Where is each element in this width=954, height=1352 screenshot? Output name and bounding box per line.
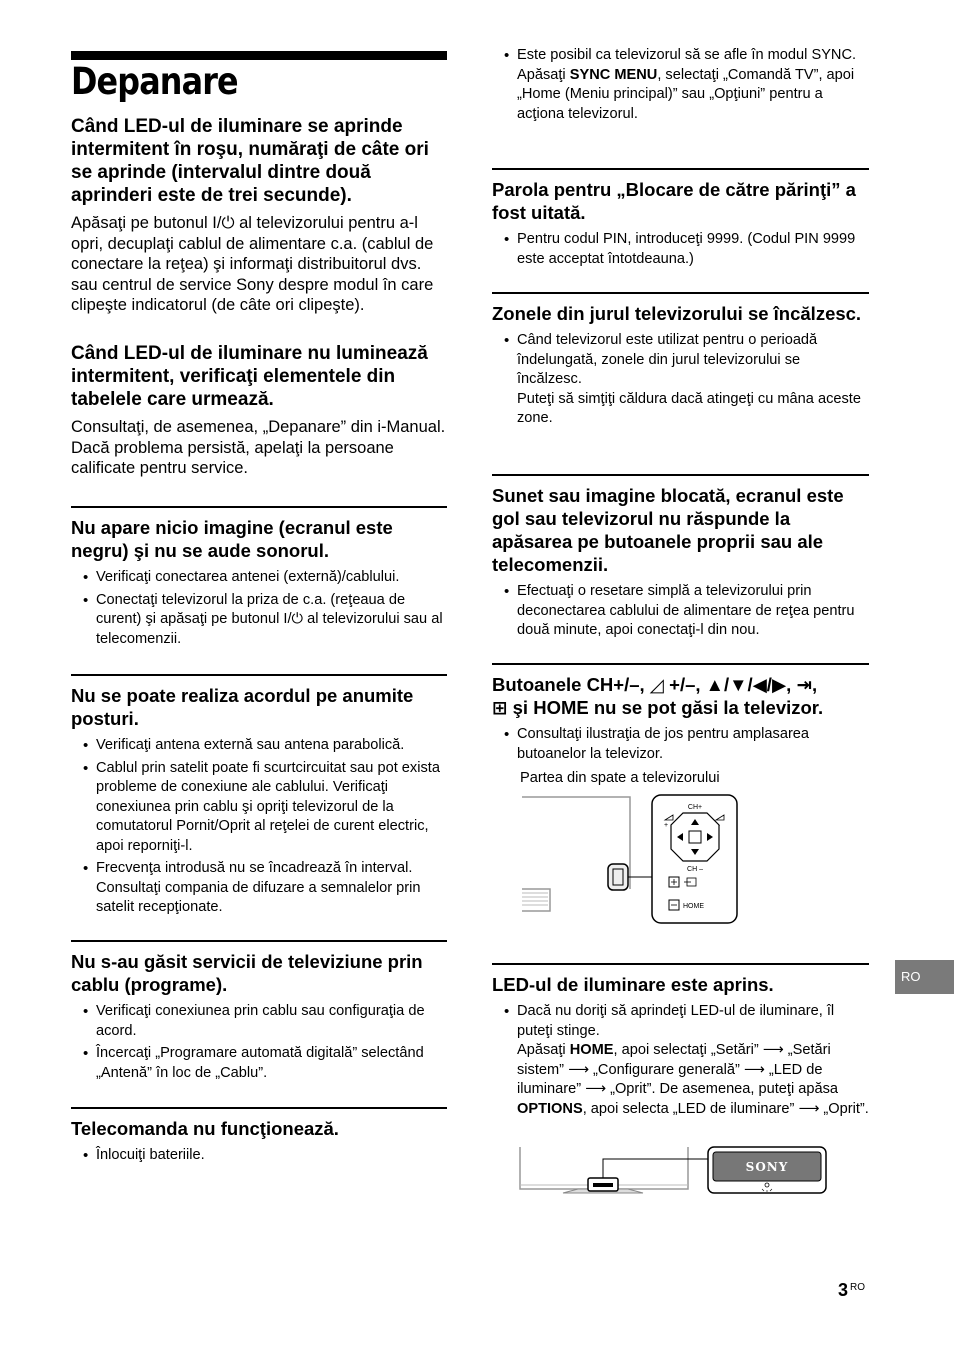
led-icon — [765, 1183, 769, 1187]
text: • Dacă nu doriţi să aprindeţi LED-ul de iluminare, îl puteţi stinge. — [517, 1003, 835, 1039]
text: ⊞ şi HOME nu se pot găsi la televizor. — [492, 697, 824, 718]
list-item: • Frecvenţa introdusă nu se încadrează în interval. Consultaţi compania de difuzare a semnalelor prin satelit recepţionate. — [71, 859, 447, 918]
list-item: • Verificaţi conexiunea prin cablu sau configuraţia de acord. — [71, 1002, 447, 1041]
list-item: • Efectuaţi o resetare simplă a televizorului prin deconectarea cablului de alimentare de reţea pentru două minute, apoi conectaţi-l din nou. — [492, 582, 869, 641]
options-key: OPTIONS — [517, 1100, 583, 1117]
list-item — [492, 1002, 869, 1119]
title-bar — [71, 51, 447, 60]
section-heading: Sunet sau imagine blocată, ecranul este gol sau televizorul nu răspunde la apăsarea pe butoanele proprii sau ale telecomenzii. — [492, 485, 844, 575]
bullet-list — [492, 1002, 869, 1119]
section-heading: Nu s-au găsit servicii de televiziune prin cablu (programe). — [71, 951, 423, 995]
list-item: • Verificaţi antena externă sau antena parabolică. — [71, 736, 447, 756]
section-remote — [71, 1107, 447, 1166]
section-frozen — [492, 474, 869, 641]
ch-plus-label: CH+ — [687, 804, 703, 811]
section-heading: Nu apare nicio imagine (ecranul este negru) şi nu se aude sonorul. — [71, 517, 393, 561]
sync-line-1: • Este posibil ca televizorul să se afle în modul SYNC. — [517, 47, 857, 63]
text: , apoi selecta „LED de iluminare” ⟶ „Oprit”. — [582, 1100, 869, 1117]
text: Apăsaţi — [517, 1042, 570, 1058]
page-number — [838, 1280, 865, 1301]
ch-minus-label: CH – — [687, 866, 703, 873]
intro1-text: Apăsaţi pe butonul I/⏻ al televizorului pentru a-l opri, decuplaţi cablul de alimentare c.a. (cablul de conectare la reţea) şi informaţi distribuitorul dvs. sau centrul de service Sony despre modul în care clipeşte indicatorul (de câte ori clipeşte). — [71, 214, 434, 314]
section-heading: Telecomanda nu funcţionează. — [71, 1118, 339, 1139]
section-no-picture — [71, 506, 447, 649]
figure-caption: Partea din spate a televizorului — [520, 770, 720, 786]
list-item: • Cablul prin satelit poate fi scurtcircuitat sau pot exista probleme de conexiune ale cablului. Verificaţi conexiunea prin cablu şi opriţi televizorul de la comutatorul Pornit/Oprit al reţelei de curent electric, apoi reporniţi-l. — [71, 759, 447, 857]
list-item: • Încercaţi „Programare automată digitală” selectând „Antenă” în loc de „Cablu”. — [71, 1044, 447, 1083]
bullet-list — [71, 1146, 447, 1166]
intro2-text: Consultaţi, de asemenea, „Depanare” din i-Manual. Dacă problema persistă, apelaţi la persoane calificate pentru service. — [71, 418, 446, 477]
text: Butoanele CH+/–, ◿ +/–, ▲/▼/◀/▶, ⇥, — [492, 674, 818, 695]
section-heading: Parola pentru „Blocare de către părinţi” a fost uitată. — [492, 179, 856, 223]
intro1-heading: Când LED-ul de iluminare se aprinde intermitent în roşu, număraţi de câte ori se aprinde (intervalul dintre două aprinderi este de trei secunde). — [71, 116, 429, 206]
led-diagram — [518, 1145, 858, 1197]
section-heading: Zonele din jurul televizorului se încălzesc. — [492, 303, 862, 324]
vol-plus-label: + — [663, 822, 669, 829]
section-sync — [492, 46, 869, 124]
intro-section-2 — [71, 342, 447, 479]
sync-line-2 — [517, 66, 869, 125]
text: Puteţi să simţiţi căldura dacă atingeţi cu mâna aceste zone. — [517, 390, 861, 426]
section-tuning — [71, 674, 447, 918]
section-heading: Nu se poate realiza acordul pe anumite posturi. — [71, 685, 414, 729]
list-item — [492, 331, 869, 429]
home-label: HOME — [683, 903, 704, 910]
home-key: HOME — [569, 1042, 614, 1058]
section-heading — [492, 665, 869, 719]
bullet-list — [492, 46, 869, 124]
page-number-value: 3 — [838, 1280, 849, 1300]
dpad-center — [689, 831, 701, 843]
bullet-list — [492, 331, 869, 429]
section-heat — [492, 292, 869, 429]
section-led — [492, 963, 869, 1174]
text: , selectaţi „Comandă TV”, apoi „Home (Meniu principal)” sau „Opţiuni” pentru a acţiona televizorul. — [517, 66, 855, 122]
section-heading: LED-ul de iluminare este aprins. — [492, 974, 774, 995]
list-item: • Consultaţi ilustraţia de jos pentru amplasarea butoanelor la televizor. — [492, 725, 869, 764]
list-item: • Conectaţi televizorul la priza de c.a. (reţeaua de curent) şi apăsaţi pe butonul I/⏻ al televizorului sau al telecomenzii. — [71, 591, 447, 650]
section-parental-lock — [492, 168, 869, 269]
section-buttons — [492, 663, 869, 910]
intro-section-1 — [71, 115, 447, 316]
bullet-list — [71, 568, 447, 649]
list-item: • Înlocuiţi bateriile. — [71, 1146, 447, 1166]
language-tab: RO — [895, 960, 954, 994]
sync-menu-key: SYNC MENU — [569, 66, 658, 83]
text — [517, 1041, 869, 1119]
bullet-list — [71, 736, 447, 918]
sony-logo: SONY — [745, 1160, 789, 1174]
page-title: Depanare — [71, 60, 238, 103]
list-item: • Pentru codul PIN, introduceţi 9999. (Codul PIN 9999 este acceptat întotdeauna.) — [492, 230, 869, 269]
bullet-list — [71, 1002, 447, 1083]
text: , apoi selectaţi „Setări” ⟶ „Setări sistem” ⟶ „Configurare generală” ⟶ „LED de iluminare” ⟶ „Oprit”. De asemenea, puteţi apăsa — [517, 1042, 839, 1097]
section-cable-services — [71, 940, 447, 1083]
tv-buttons-diagram — [520, 793, 780, 925]
text: Apăsaţi — [517, 66, 570, 83]
list-item — [492, 46, 869, 124]
list-item: • Verificaţi conectarea antenei (externă)/cablului. — [71, 568, 447, 588]
bullet-list — [492, 725, 869, 764]
bullet-list — [492, 230, 869, 269]
text: • Când televizorul este utilizat pentru o perioadă îndelungată, zonele din jurul televizorului se încălzesc. — [517, 332, 818, 387]
page-number-suffix: RO — [850, 1282, 866, 1293]
intro2-heading: Când LED-ul de iluminare nu luminează intermitent, verificaţi elementele din tabelele care urmează. — [71, 343, 428, 410]
bullet-list — [492, 582, 869, 641]
